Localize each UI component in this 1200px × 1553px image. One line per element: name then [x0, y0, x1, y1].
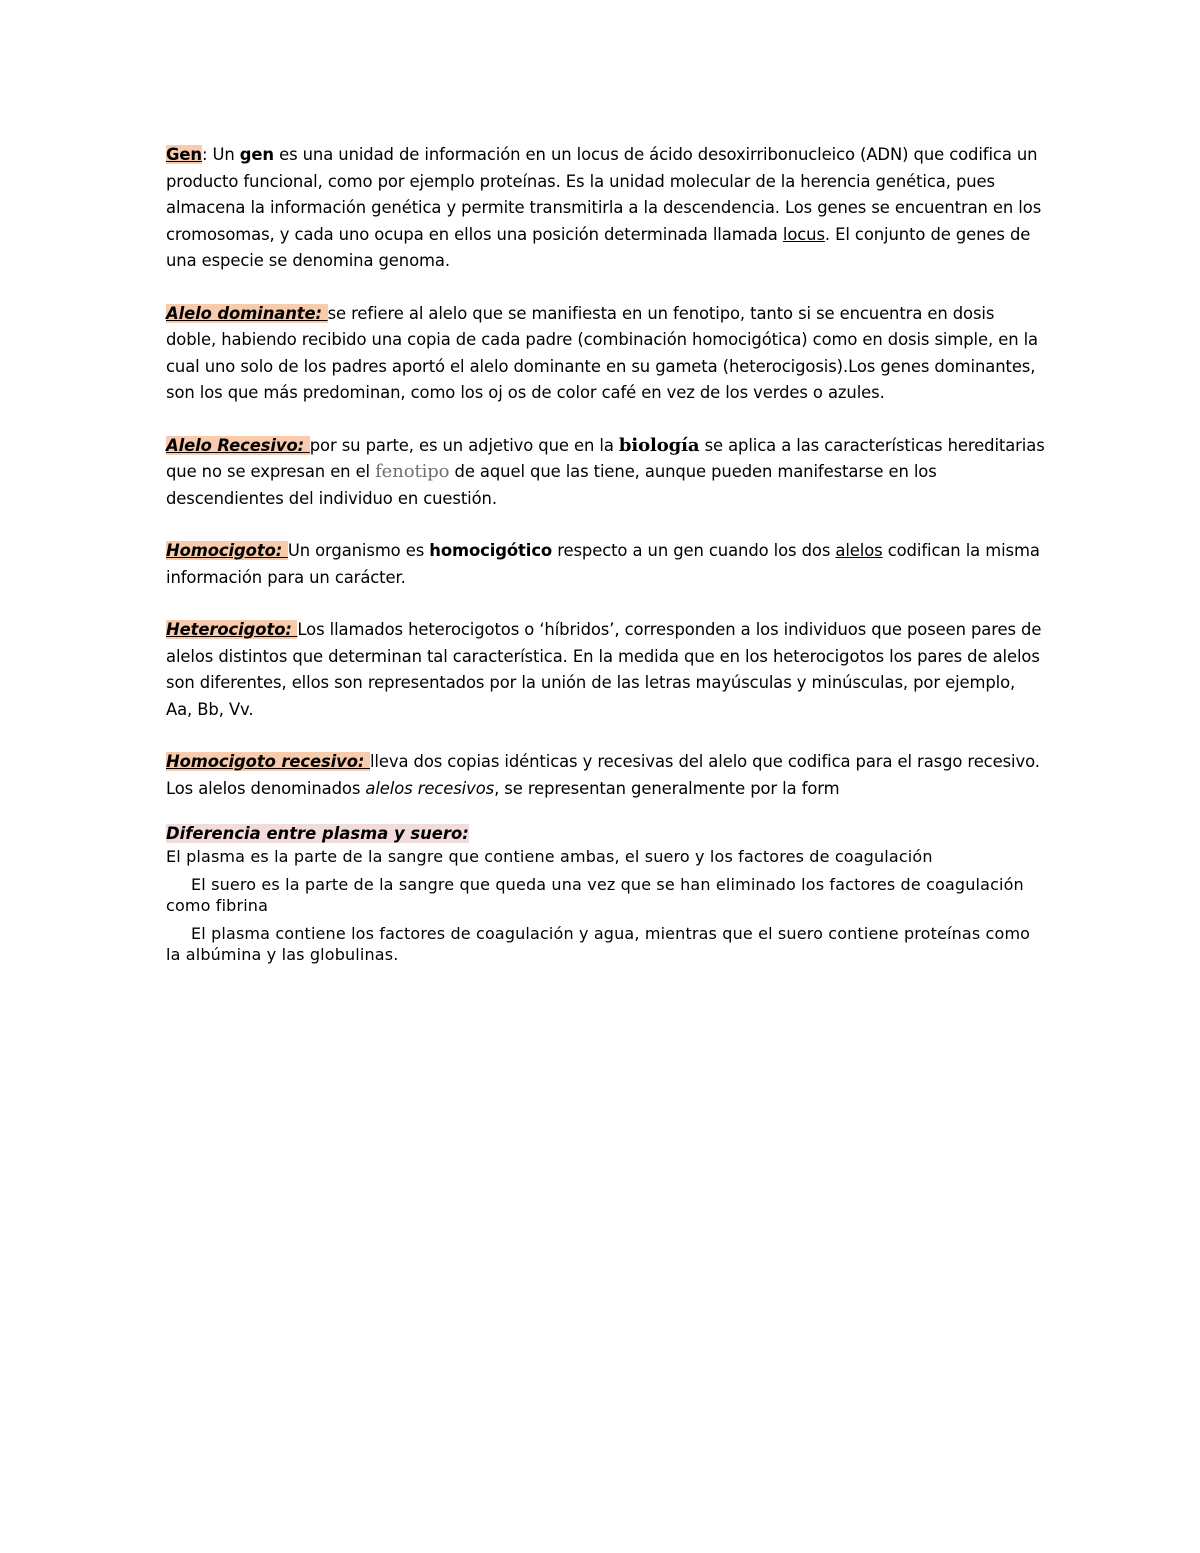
- link-alelos: alelos: [835, 541, 883, 560]
- diferencia-line-2: El suero es la parte de la sangre que queda una vez que se han eliminado los factores de coagulación como fibrina: [166, 875, 1024, 915]
- term-alelo-dominante: Alelo dominante:: [166, 303, 328, 323]
- term-homocigoto-recesivo: Homocigoto recesivo:: [166, 752, 370, 771]
- term-homocigoto: Homocigoto:: [166, 541, 288, 560]
- paragraph-homocigoto: Homocigoto: Un organismo es homocigótico respecto a un gen cuando los dos alelos codifican la misma información para un carácter.: [166, 541, 1040, 587]
- section-diferencia: [166, 822, 1046, 965]
- paragraph-gen: Gen: Un gen es una unidad de información en un locus de ácido desoxirribonucleico (ADN) que codifica un producto funcional, como por ejemplo proteínas. Es la unidad molecular de la herencia genética, pues almacena la información genética y permite transmitirla a la descendencia. Los genes se encuentran en los cromosomas, y cada uno ocupa en ellos una posición determinada llamada locus. El conjunto de genes de una especie se denomina genoma.: [166, 145, 1042, 270]
- term-alelo-recesivo: Alelo Recesivo:: [166, 435, 310, 455]
- paragraph-homocigoto-recesivo: Homocigoto recesivo: lleva dos copias idénticas y recesivas del alelo que codifica para el rasgo recesivo. Los alelos denominados alelos recesivos, se representan generalmente por la form: [166, 752, 1040, 798]
- term-gen: Gen: [166, 145, 202, 164]
- heading-diferencia: Diferencia entre plasma y suero:: [166, 824, 469, 843]
- paragraph-heterocigoto: Heterocigoto: Los llamados heterocigotos o ‘híbridos’, corresponden a los individuos que poseen pares de alelos distintos que determinan tal característica. En la medida que en los heterocigotos los pares de alelos son diferentes, ellos son representados por la unión de las letras mayúsculas y minúsculas, por ejemplo, Aa, Bb, Vv.: [166, 620, 1042, 719]
- paragraph-alelo-recesivo: Alelo Recesivo: por su parte, es un adjetivo que en la biología se aplica a las características hereditarias que no se expresan en el fenotipo de aquel que las tiene, aunque pueden manifestarse en los descendientes del individuo en cuestión.: [166, 434, 1045, 508]
- diferencia-line-3: El plasma contiene los factores de coagulación y agua, mientras que el suero contiene proteínas como la albúmina y las globulinas.: [166, 924, 1031, 964]
- paragraph-alelo-dominante: Alelo dominante: se refiere al alelo que se manifiesta en un fenotipo, tanto si se encuentra en dosis doble, habiendo recibido una copia de cada padre (combinación homocigótica) como en dosis simple, en la cual uno solo de los padres aportó el alelo dominante en su gameta (heterocigosis).Los genes dominantes, son los que más predominan, como los oj os de color café en vez de los verdes o azules.: [166, 303, 1038, 402]
- diferencia-line-1: El plasma es la parte de la sangre que contiene ambas, el suero y los factores de coagulación: [166, 847, 933, 866]
- term-heterocigoto: Heterocigoto:: [166, 620, 298, 639]
- document-page: [166, 142, 1046, 965]
- link-locus: locus: [782, 224, 825, 244]
